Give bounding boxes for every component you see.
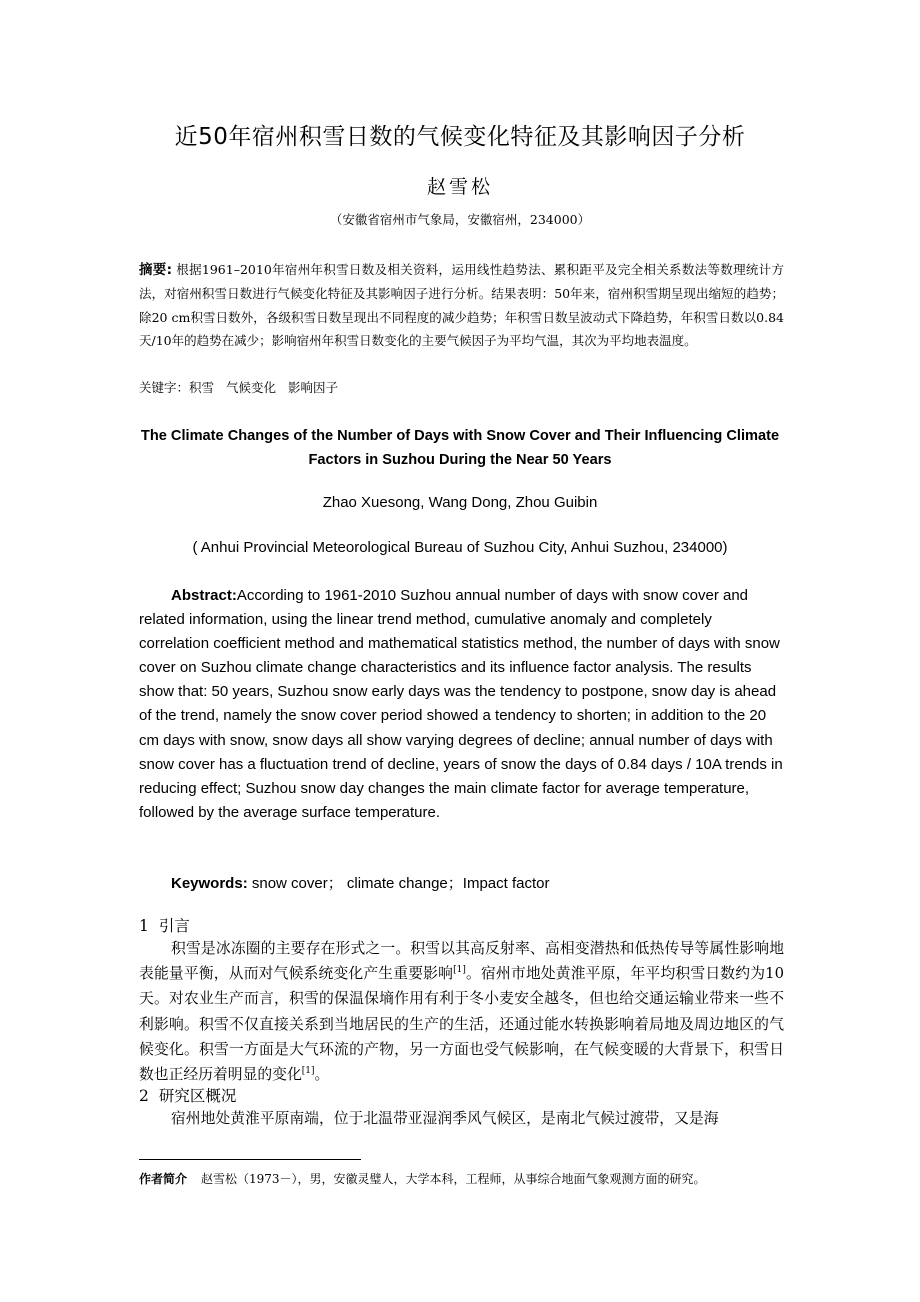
author-name-cn: 赵雪松	[426, 176, 493, 198]
abstract-en-text: According to 1961-2010 Suzhou annual number of days with snow cover and related information, using the linear trend method, cumulative anomaly and completely correlation coefficient method and mathematical statistics method, the number of days with snow cover on Suzhou climate change characteristics and its influence factor analysis. The results show that: 50 years, Suzhou snow early days was the tendency to postpone, snow day is ahead of the trend, namely the snow cover period showed a tendency to shorten; in addition to the 20 cm days with snow, snow days all show varying degrees of decline; annual number of days with snow cover has a fluctuation trend of decline, years of snow the days of 0.84 days / 10A trends in reducing effect; Suzhou snow day changes the main climate factor for average temperature, followed by the average surface temperature.	[139, 587, 783, 821]
abstract-cn	[139, 258, 784, 352]
section-2-body	[139, 1106, 784, 1131]
keyword-cn: 积雪	[189, 380, 215, 395]
section-1-heading	[139, 914, 190, 936]
section-2-heading	[139, 1084, 236, 1106]
citation-ref[interactable]: [1]	[301, 1066, 315, 1077]
abstract-en-label: Abstract:	[171, 587, 237, 604]
keywords-en	[171, 872, 549, 893]
footnote-divider	[139, 1159, 361, 1160]
keyword-cn: 影响因子	[288, 380, 339, 395]
section-2-text: 宿州地处黄淮平原南端，位于北温带亚湿润季风气候区，是南北气候过渡带，又是海	[171, 1110, 719, 1127]
keyword-cn: 气候变化	[226, 380, 277, 395]
affiliation-en: ( Anhui Provincial Meteorological Bureau of Suzhou City, Anhui Suzhou, 234000)	[192, 539, 728, 556]
keywords-en-text: snow cover； climate change；Impact factor	[247, 875, 550, 892]
citation-ref[interactable]: [1]	[453, 965, 466, 976]
affiliation-cn: （安徽省宿州市气象局，安徽宿州，234000）	[329, 212, 591, 227]
paper-title: 近50年宿州积雪日数的气候变化特征及其影响因子分析	[174, 124, 746, 150]
section-2-number: 2	[139, 1087, 149, 1105]
section-1-text: 。	[314, 1066, 330, 1084]
abstract-cn-text: 根据1961–2010年宿州年积雪日数及相关资料，运用线性趋势法、累积距平及完全相关系数法等数理统计方法，对宿州积雪日数进行气候变化特征及其影响因子进行分析。结果表明：50年来，宿州积雪期呈现出缩短的趋势；除20 cm积雪日数外，各级积雪日数呈现出不同程度的减少趋势；年积雪日数呈波动式下降趋势，年积雪日数以0.84天/10年的趋势在减少；影响宿州年积雪日数变化的主要气候因子为平均气温，其次为平均地表温度。	[139, 262, 784, 348]
footnote	[139, 1170, 789, 1187]
footnote-text: 赵雪松（1973－），男，安徽灵璧人，大学本科，工程师，从事综合地面气象观测方面的研究。	[201, 1172, 706, 1186]
keywords-en-label: Keywords:	[171, 875, 248, 892]
abstract-cn-label: 摘要:	[139, 262, 173, 278]
abstract-en	[139, 584, 784, 825]
section-2-title: 研究区概况	[158, 1087, 237, 1105]
section-1-title: 引言	[158, 917, 190, 935]
section-1-text: 积雪是冰冻圈的主要存在形式之一。积雪以其高反射率、高相变潜热和低热传导等属性影响地表能量平衡，从而对气候系统变化产生重要影响	[139, 940, 784, 983]
keywords-cn-label: 关键字：	[139, 380, 190, 395]
paper-title-en: The Climate Changes of the Number of Days with Snow Cover and Their Influencing Climate Factors in Suzhou During the Near 50 Years	[140, 428, 780, 468]
section-1-text: 。宿州市地处黄淮平原，年平均积雪日数约为10天。对农业生产而言，积雪的保温保墒作用有利于冬小麦安全越冬，但也给交通运输业带来一些不利影响。积雪不仅直接关系到当地居民的生产的生活，还通过能水转换影响着局地及周边地区的气候变化。积雪一方面是大气环流的产物，另一方面也受气候影响，在气候变暖的大背景下，积雪日数也正经历着明显的变化	[139, 965, 784, 1084]
section-1-body	[139, 936, 784, 1087]
footnote-label: 作者简介	[139, 1172, 188, 1186]
authors-en: Zhao Xuesong, Wang Dong, Zhou Guibin	[322, 494, 598, 511]
section-1-number: 1	[139, 917, 149, 935]
keywords-cn	[139, 378, 350, 396]
